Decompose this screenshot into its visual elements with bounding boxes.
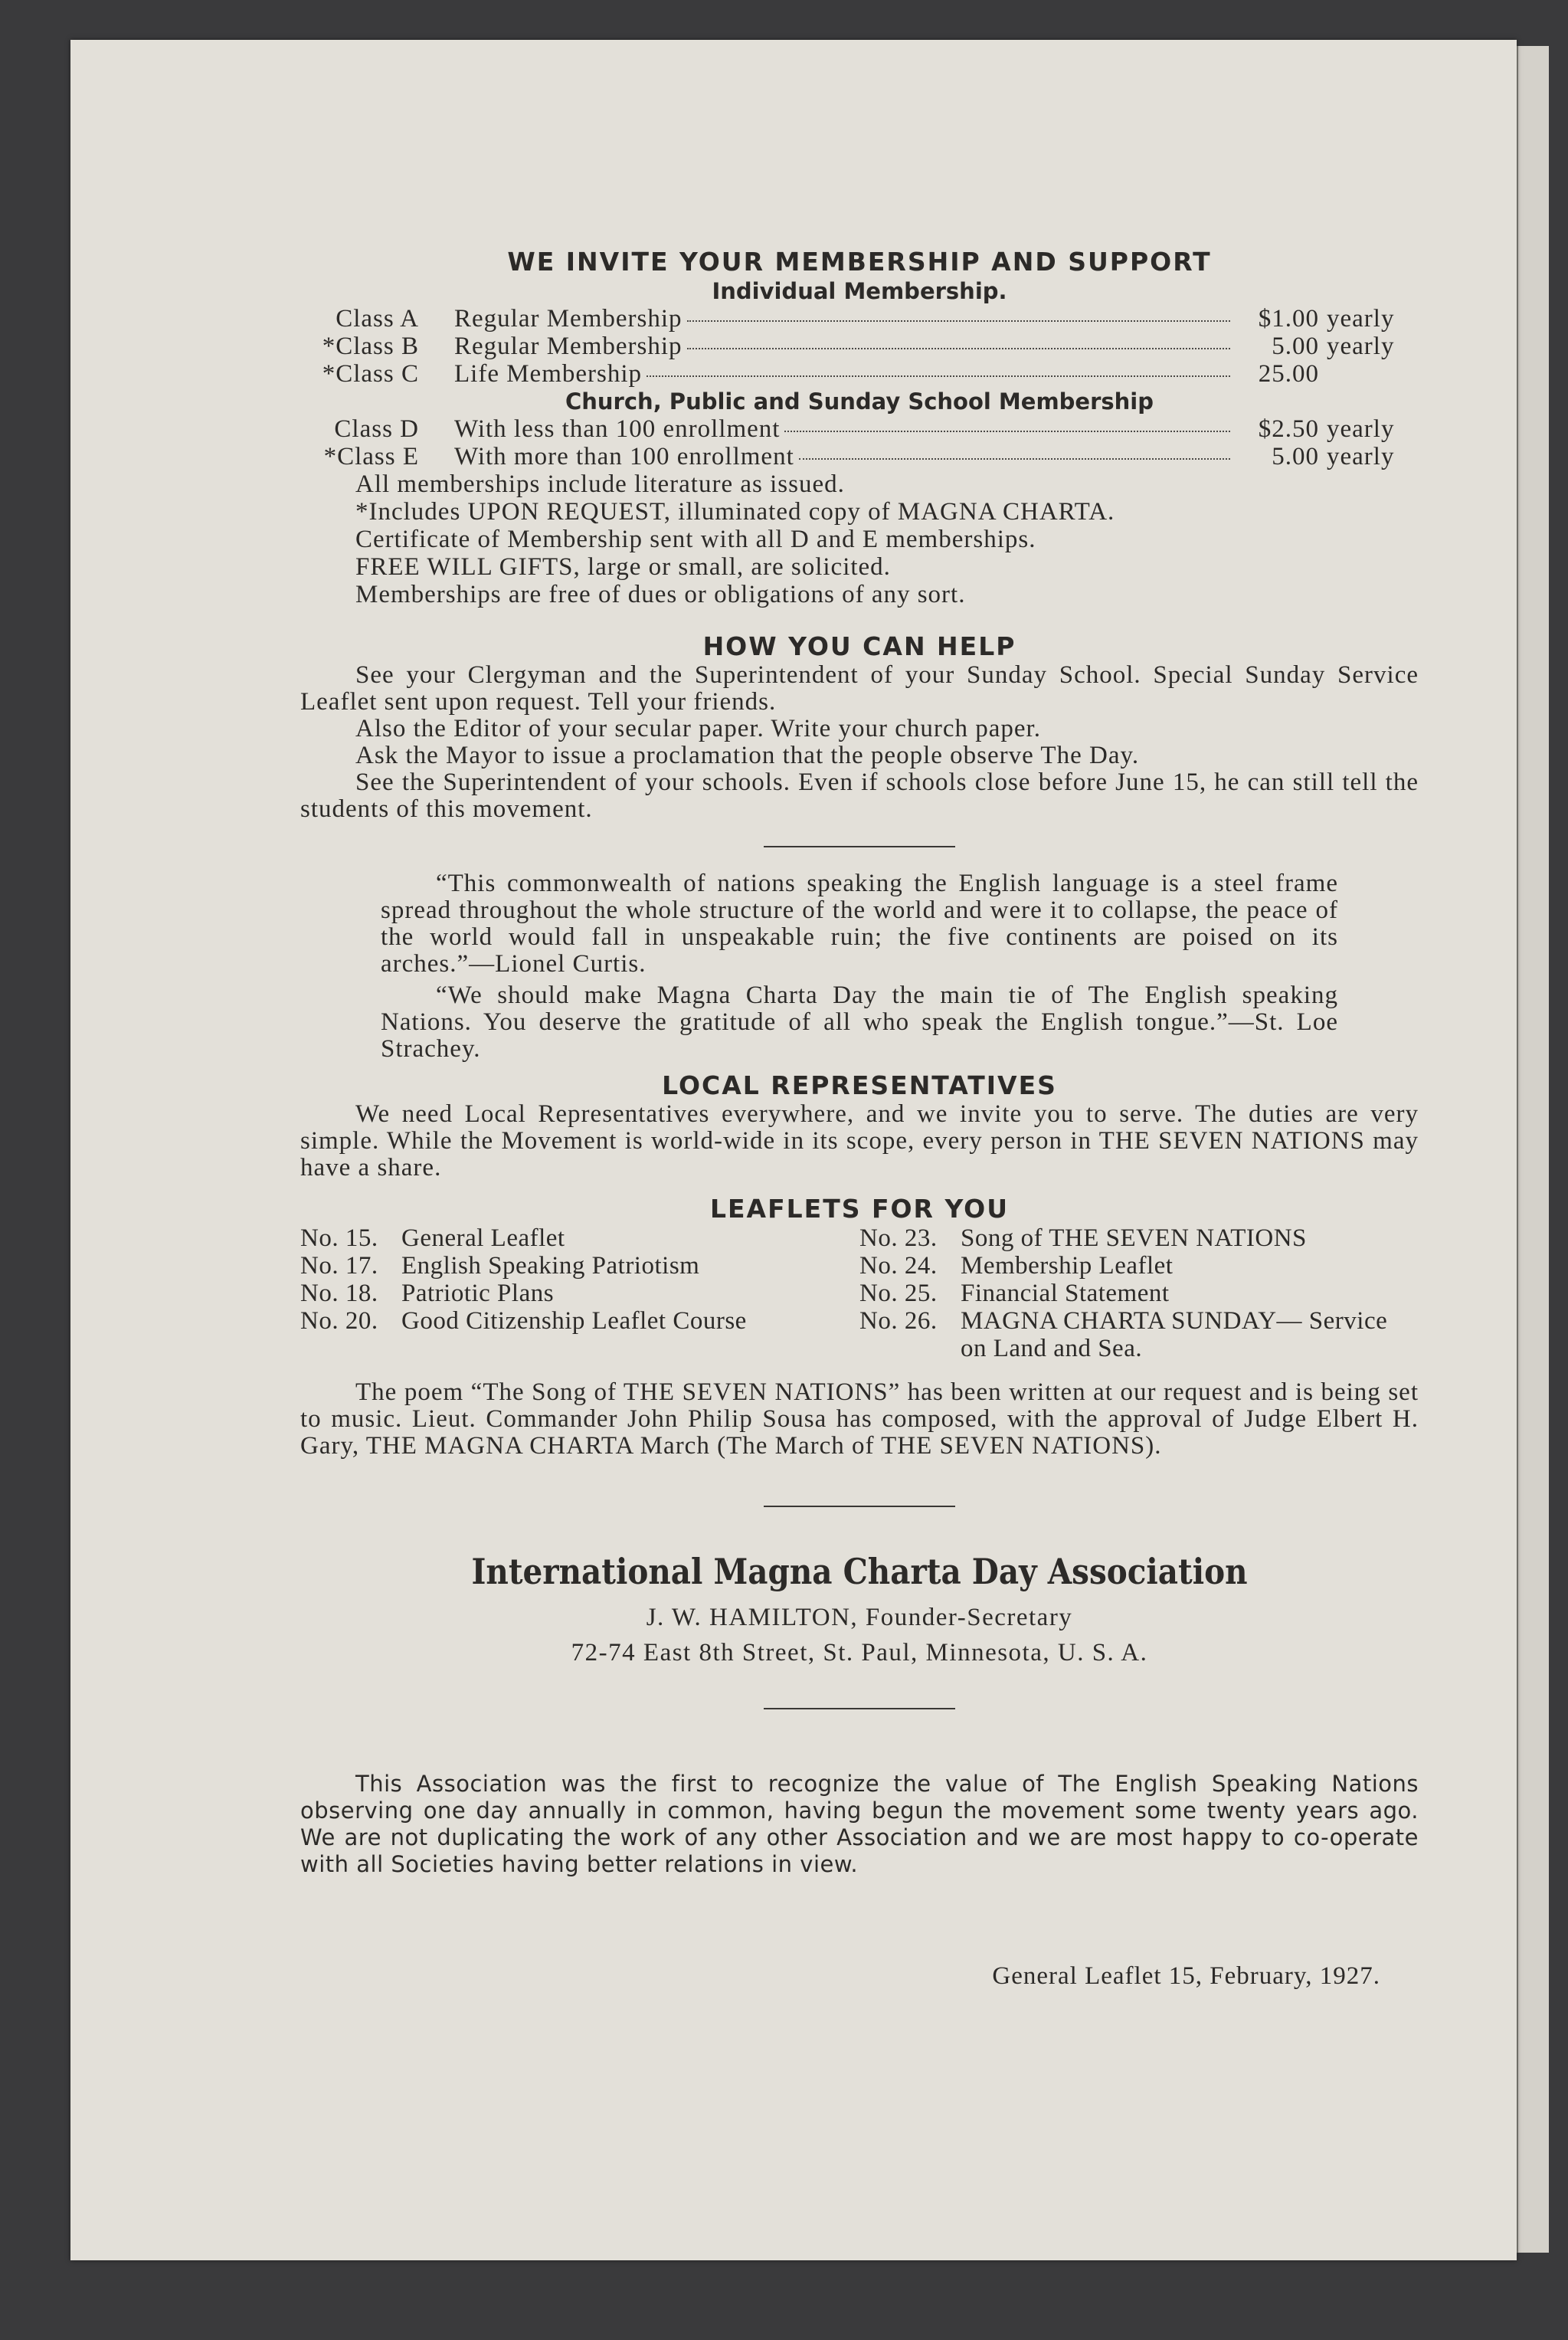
association-founder: J. W. HAMILTON, Founder-Secretary <box>646 1604 1073 1631</box>
dot-leader <box>784 431 1230 432</box>
membership-description: With more than 100 enrollment <box>454 443 794 470</box>
membership-class: *Class B <box>322 333 419 360</box>
leaflet-item <box>300 1280 859 1307</box>
membership-row <box>300 305 1419 333</box>
membership-price: $1.00 <box>1258 305 1319 333</box>
quote-curtis: “This commonwealth of nations speaking the English language is a steel frame spread throughout the whole structure of the world and were it to collapse, the peace of the world would fall in unspeakable ruin; the five continents are poised on its arches.”—Lionel Curtis. <box>381 870 1338 978</box>
membership-heading: WE INVITE YOUR MEMBERSHIP AND SUPPORT <box>507 247 1212 277</box>
membership-row <box>300 333 1419 360</box>
help-heading: HOW YOU CAN HELP <box>702 631 1016 661</box>
membership-description: Regular Membership <box>454 333 683 360</box>
leaflet-title: MAGNA CHARTA SUNDAY— Service on Land and Sea. <box>961 1307 1388 1362</box>
membership-description: With less than 100 enrollment <box>454 415 781 443</box>
membership-note: *Includes UPON REQUEST, illuminated copy of MAGNA CHARTA. <box>355 498 1115 526</box>
help-paragraph: See your Clergyman and the Superintendent of your Sunday School. Special Sunday Service Leaflet sent upon request. Tell your friends. <box>300 661 1419 716</box>
leaflets-heading: LEAFLETS FOR YOU <box>709 1194 1010 1224</box>
leaflet-item <box>300 1307 859 1335</box>
membership-description: Regular Membership <box>454 305 683 333</box>
membership-price: 5.00 <box>1272 443 1319 470</box>
individual-membership-heading: Individual Membership. <box>712 278 1007 304</box>
dot-leader <box>799 458 1230 460</box>
church-membership-list <box>300 415 1419 470</box>
leaflet-footer: General Leaflet 15, February, 1927. <box>992 1962 1380 1990</box>
church-membership-heading: Church, Public and Sunday School Membership <box>565 388 1154 415</box>
leaflet-number: No. 20. <box>300 1307 378 1335</box>
leaflet-number: No. 17. <box>300 1252 378 1280</box>
membership-price: 25.00 <box>1258 360 1319 388</box>
membership-note: Memberships are free of dues or obligations of any sort. <box>355 581 966 608</box>
membership-note: FREE WILL GIFTS, large or small, are solicited. <box>355 553 891 581</box>
help-paragraph: See the Superintendent of your schools. Even if schools close before June 15, he can still tell the students of this movement. <box>300 769 1419 823</box>
leaflet-item <box>300 1224 859 1252</box>
leaflet-title: General Leaflet <box>401 1224 565 1252</box>
leaflet-number: No. 15. <box>300 1224 378 1252</box>
leaflet-title: Membership Leaflet <box>961 1252 1174 1280</box>
leaflet-title: Financial Statement <box>961 1280 1170 1307</box>
local-representatives-text: We need Local Representatives everywhere, and we invite you to serve. The duties are very simple. While the Movement is world-wide in its scope, every person in THE SEVEN NATIONS may have a share. <box>300 1100 1419 1181</box>
membership-class: Class D <box>334 415 419 443</box>
membership-notes <box>300 470 1419 608</box>
membership-note: All memberships include literature as issued. <box>355 470 845 498</box>
membership-price: 5.00 <box>1272 333 1319 360</box>
leaflet-number: No. 25. <box>859 1280 938 1307</box>
leaflets-list <box>300 1224 1419 1362</box>
leaflet-title: Song of THE SEVEN NATIONS <box>961 1224 1307 1252</box>
membership-period: yearly <box>1327 333 1395 360</box>
membership-period: yearly <box>1327 443 1395 470</box>
leaflet-item <box>859 1280 1419 1307</box>
membership-price: $2.50 <box>1258 415 1319 443</box>
adjacent-page-edge <box>1517 46 1549 2253</box>
leaflet-title: Patriotic Plans <box>401 1280 555 1307</box>
membership-note: Certificate of Membership sent with all D and E memberships. <box>355 526 1036 553</box>
dot-leader <box>647 375 1230 377</box>
leaflets-column-right <box>859 1224 1419 1362</box>
membership-period: yearly <box>1327 305 1395 333</box>
membership-row <box>300 360 1419 388</box>
individual-membership-list <box>300 305 1419 388</box>
poem-note: The poem “The Song of THE SEVEN NATIONS” has been written at our request and is being set to music. Lieut. Commander John Philip Sousa has composed, with the approval of Judge Elbert H. Gary, THE MAGNA CHARTA March (The March of THE SEVEN NATIONS). <box>300 1378 1419 1460</box>
leaflet-item <box>859 1224 1419 1252</box>
membership-row <box>300 415 1419 443</box>
help-paragraph: Ask the Mayor to issue a proclamation that the people observe The Day. <box>355 742 1140 769</box>
membership-row <box>300 443 1419 470</box>
leaflet-title: Good Citizenship Leaflet Course <box>401 1307 747 1335</box>
help-paragraph: Also the Editor of your secular paper. Write your church paper. <box>355 715 1041 742</box>
membership-class: *Class C <box>322 360 419 388</box>
association-address: 72-74 East 8th Street, St. Paul, Minnesota, U. S. A. <box>571 1639 1148 1667</box>
leaflet-item <box>300 1252 859 1280</box>
leaflet-number: No. 26. <box>859 1307 938 1335</box>
association-closing-statement: This Association was the first to recognize the value of The English Speaking Nations observing one day annually in common, having begun the movement some twenty years ago. We are not duplicating the work of any other Association and we are most happy to co-operate with all Societies having better relations in view. <box>300 1771 1419 1877</box>
leaflet-content <box>300 247 1419 1991</box>
association-name: International Magna Charta Day Association <box>471 1551 1248 1592</box>
leaflet-number: No. 24. <box>859 1252 938 1280</box>
leaflet-title: English Speaking Patriotism <box>401 1252 700 1280</box>
dot-leader <box>687 348 1230 349</box>
leaflet-item <box>859 1307 1419 1362</box>
membership-class: *Class E <box>323 443 419 470</box>
membership-description: Life Membership <box>454 360 643 388</box>
leaflet-number: No. 18. <box>300 1280 378 1307</box>
membership-period: yearly <box>1327 415 1395 443</box>
leaflet-item <box>859 1252 1419 1280</box>
leaflet-page <box>70 40 1517 2260</box>
dot-leader <box>687 320 1230 322</box>
leaflets-column-left <box>300 1224 859 1362</box>
local-representatives-heading: LOCAL REPRESENTATIVES <box>662 1070 1057 1100</box>
quote-strachey: “We should make Magna Charta Day the main tie of The English speaking Nations. You deserve the gratitude of all who speak the English tongue.”—St. Loe Strachey. <box>381 982 1338 1063</box>
membership-class: Class A <box>336 305 419 333</box>
leaflet-number: No. 23. <box>859 1224 938 1252</box>
